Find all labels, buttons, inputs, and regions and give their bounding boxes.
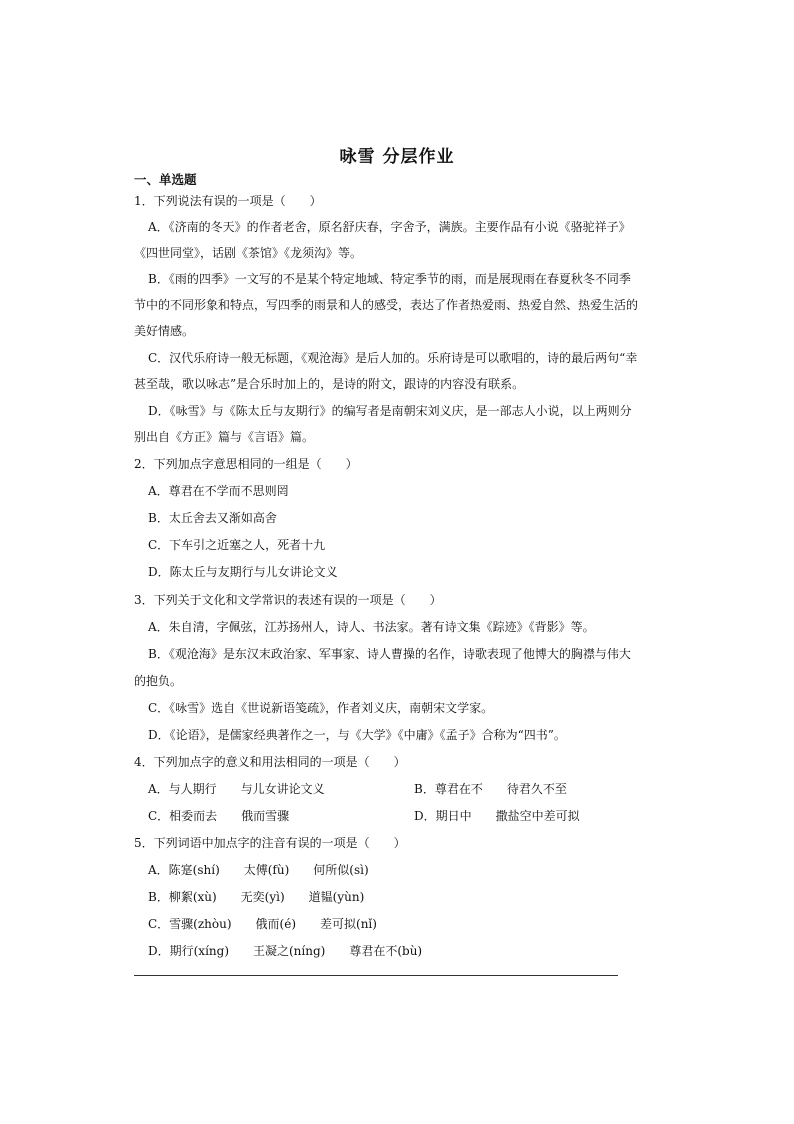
question-3-option-c: C．《咏雪》选自《世说新语笺疏》，作者刘义庆，南朝宋文学家。	[148, 701, 494, 715]
question-1-option-a: A．《济南的冬天》的作者老舍，原名舒庆春，字舍予，满族。主要作品有小说《骆驼祥子》	[148, 220, 631, 234]
question-4-option-b: B．尊君在不 待君久不至	[414, 782, 567, 796]
question-3-option-a: A．朱自清，字佩弦，江苏扬州人，诗人、书法家。著有诗文集《踪迹》《背影》等。	[148, 620, 595, 634]
question-5-option-b: B．柳絮(xù) 无奕(yì) 道韫(yùn)	[148, 890, 365, 904]
question-4-option-a: A．与人期行 与儿女讲论文义	[148, 782, 325, 796]
question-1-option-c-continued: 甚至哉，歌以咏志”是合乐时加上的，是诗的附文，跟诗的内容没有联系。	[134, 377, 525, 391]
question-2: 2．下列加点字意思相同的一组是（ ）	[134, 457, 358, 471]
question-1-option-b-continued-2: 美好情感。	[134, 324, 195, 338]
question-3-option-d: D．《论语》，是儒家经典著作之一，与《大学》《中庸》《孟子》合称为“四书”。	[148, 728, 566, 742]
document-title: 咏雪 分层作业	[339, 147, 455, 167]
question-5: 5．下列词语中加点字的注音有误的一项是（ ）	[134, 836, 406, 850]
bottom-divider	[134, 975, 618, 976]
question-1-option-b-continued: 节中的不同形象和特点，写四季的雨景和人的感受，表达了作者热爱雨、热爱自然、热爱生活的	[134, 298, 639, 312]
question-2-option-d: D．陈太丘与友期行与儿女讲论文义	[148, 565, 338, 579]
question-5-option-c: C．雪骤(zhòu) 俄而(é) 差可拟(nǐ)	[148, 917, 377, 931]
question-3-option-b-continued: 的抱负。	[134, 674, 183, 688]
question-4-option-d: D．期日中 撒盐空中差可拟	[414, 809, 580, 823]
question-1-option-d-continued: 别出自《方正》篇与《言语》篇。	[134, 430, 315, 444]
question-2-option-b: B．太丘舍去又渐如高舍	[148, 511, 277, 525]
question-1-option-a-continued: 《四世同堂》，话剧《茶馆》《龙须沟》等。	[134, 246, 363, 260]
question-4-option-c: C．相委而去 俄而雪骤	[148, 809, 290, 823]
question-1: 1．下列说法有误的一项是（ ）	[134, 194, 322, 208]
question-2-option-a: A．尊君在不学而不思则罔	[148, 484, 289, 498]
question-4: 4．下列加点字的意义和用法相同的一项是（ ）	[134, 755, 406, 769]
question-2-option-c: C．下车引之近塞之人，死者十九	[148, 538, 326, 552]
question-5-option-a: A．陈寔(shí) 太傅(fù) 何所似(sì)	[148, 863, 369, 877]
question-3: 3．下列关于文化和文学常识的表述有误的一项是（ ）	[134, 593, 442, 607]
question-5-option-d: D．期行(xíng) 王凝之(níng) 尊君在不(bù)	[148, 944, 423, 958]
question-3-option-b: B．《观沧海》是东汉末政治家、军事家、诗人曹操的名作，诗歌表现了他博大的胸襟与伟大	[148, 647, 631, 661]
question-1-option-c: C．汉代乐府诗一般无标题，《观沧海》是后人加的。乐府诗是可以歌唱的，诗的最后两句“幸	[148, 351, 638, 365]
question-1-option-d: D．《咏雪》与《陈太丘与友期行》的编写者是南朝宋刘义庆，是一部志人小说，以上两则分	[148, 404, 632, 418]
question-1-option-b: B．《雨的四季》一文写的不是某个特定地域、特定季节的雨，而是展现雨在春夏秋冬不同季	[148, 272, 631, 286]
section-heading: 一、单选题	[134, 172, 197, 187]
